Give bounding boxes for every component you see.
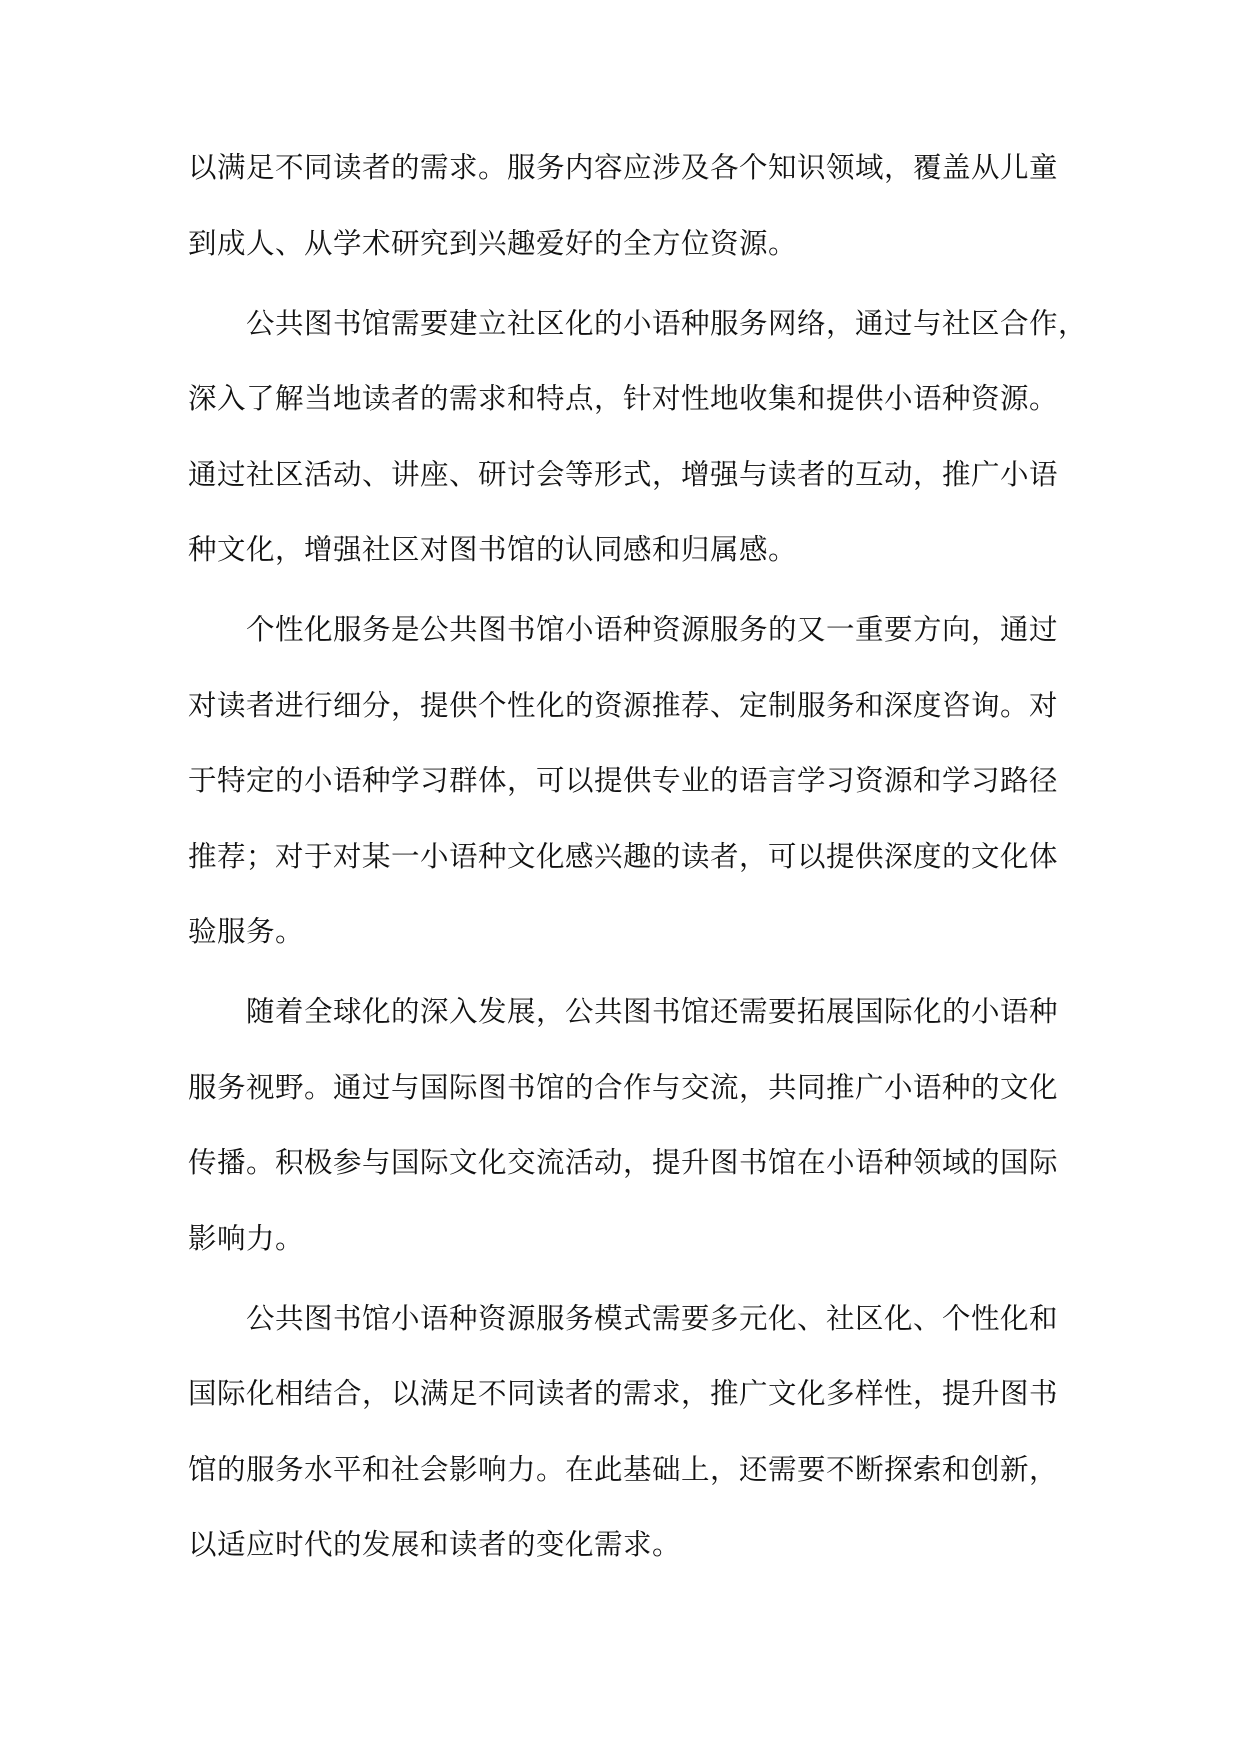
- paragraph-4: [188, 988, 1059, 1295]
- paragraph-line: 推荐；对于对某一小语种文化感兴趣的读者，可以提供深度的文化体: [188, 839, 1059, 873]
- paragraph-line: 通过社区活动、讲座、研讨会等形式，增强与读者的互动，推广小语: [188, 457, 1059, 491]
- paragraph-line: 到成人、从学术研究到兴趣爱好的全方位资源。: [188, 226, 798, 260]
- document-body: [188, 144, 1088, 1597]
- paragraph-line: 服务视野。通过与国际图书馆的合作与交流，共同推广小语种的文化: [188, 1070, 1059, 1104]
- paragraph-line: 个性化服务是公共图书馆小语种资源服务的又一重要方向，通过: [246, 613, 1059, 646]
- paragraph-line: 种文化，增强社区对图书馆的认同感和归属感。: [188, 533, 798, 566]
- paragraph-3: [188, 606, 1059, 988]
- paragraph-line: 影响力。: [188, 1221, 305, 1255]
- paragraph-line: 深入了解当地读者的需求和特点，针对性地收集和提供小语种资源。: [188, 382, 1059, 415]
- paragraph-line: 以满足不同读者的需求。服务内容应涉及各个知识领域，覆盖从儿童: [188, 151, 1059, 184]
- paragraph-2: [188, 300, 1088, 607]
- paragraph-line: 国际化相结合，以满足不同读者的需求，推广文化多样性，提升图书: [188, 1377, 1059, 1410]
- paragraph-line: 验服务。: [188, 915, 305, 948]
- paragraph-line: 以适应时代的发展和读者的变化需求。: [188, 1528, 682, 1561]
- paragraph-line: 于特定的小语种学习群体，可以提供专业的语言学习资源和学习路径: [188, 764, 1059, 797]
- paragraph-line: 随着全球化的深入发展，公共图书馆还需要拓展国际化的小语种: [246, 995, 1059, 1028]
- paragraph-line: 公共图书馆小语种资源服务模式需要多元化、社区化、个性化和: [246, 1301, 1059, 1335]
- paragraph-line: 传播。积极参与国际文化交流活动，提升图书馆在小语种领域的国际: [188, 1146, 1059, 1179]
- paragraph-5: [188, 1295, 1059, 1597]
- paragraph-1: [188, 144, 1059, 300]
- paragraph-line: 公共图书馆需要建立社区化的小语种服务网络，通过与社区合作，: [246, 306, 1088, 340]
- paragraph-line: 对读者进行细分，提供个性化的资源推荐、定制服务和深度咨询。对: [188, 688, 1059, 722]
- paragraph-line: 馆的服务水平和社会影响力。在此基础上，还需要不断探索和创新，: [188, 1452, 1059, 1486]
